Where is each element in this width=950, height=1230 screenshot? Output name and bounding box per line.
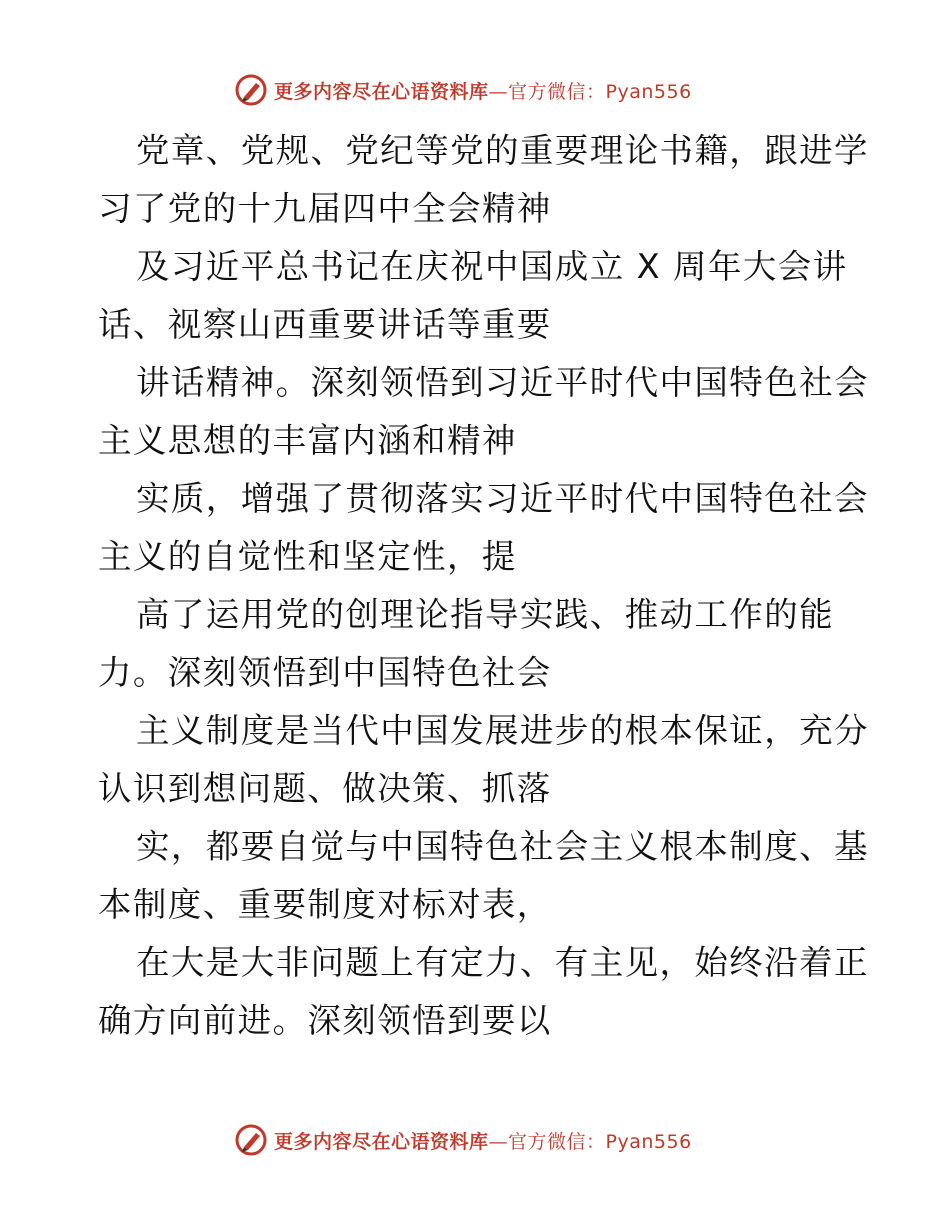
text-line: 主义制度是当代中国发展进步的根本保证，充分 <box>136 711 869 750</box>
header-brand: 更多内容尽在心语资料库 <box>274 80 489 103</box>
footer-dash: — <box>488 1130 509 1153</box>
text-line: 高了运用党的创理论指导实践、推动工作的能 <box>136 595 834 634</box>
text-line: 确方向前进。深刻领悟到要以 <box>98 1001 552 1040</box>
text-line: 在大是大非问题上有定力、有主见，始终沿着正 <box>136 943 869 982</box>
header-banner <box>234 72 714 108</box>
text-line: 实质，增强了贯彻落实习近平时代中国特色社会 <box>136 479 869 518</box>
pen-circle-logo-icon <box>234 1123 268 1157</box>
text-line: 实，都要自觉与中国特色社会主义根本制度、基 <box>136 827 869 866</box>
header-wechat-id: Pyan556 <box>605 80 692 103</box>
header-text <box>274 77 692 104</box>
pen-circle-logo-icon <box>234 73 268 107</box>
footer-wechat-id: Pyan556 <box>605 1130 692 1153</box>
text-line: 及习近平总书记在庆祝中国成立 X 周年大会讲 <box>136 247 848 286</box>
footer-banner <box>234 1122 714 1158</box>
footer-text <box>274 1127 692 1154</box>
text-line: 认识到想问题、做决策、抓落 <box>98 769 552 808</box>
text-line: 主义思想的丰富内涵和精神 <box>98 421 517 460</box>
text-line: 本制度、重要制度对标对表， <box>98 885 552 924</box>
footer-wechat-label: 官方微信： <box>508 1130 606 1153</box>
text-line: 主义的自觉性和坚定性，提 <box>98 537 517 576</box>
header-wechat-label: 官方微信： <box>508 80 606 103</box>
header-dash: — <box>488 80 509 103</box>
footer-brand: 更多内容尽在心语资料库 <box>274 1130 489 1153</box>
text-line: 力。深刻领悟到中国特色社会 <box>98 653 552 692</box>
text-line: 讲话精神。深刻领悟到习近平时代中国特色社会 <box>136 363 869 402</box>
text-line: 习了党的十九届四中全会精神 <box>98 189 552 228</box>
text-line: 党章、党规、党纪等党的重要理论书籍，跟进学 <box>136 131 869 170</box>
text-line: 话、视察山西重要讲话等重要 <box>98 305 552 344</box>
document-body <box>98 122 869 1050</box>
